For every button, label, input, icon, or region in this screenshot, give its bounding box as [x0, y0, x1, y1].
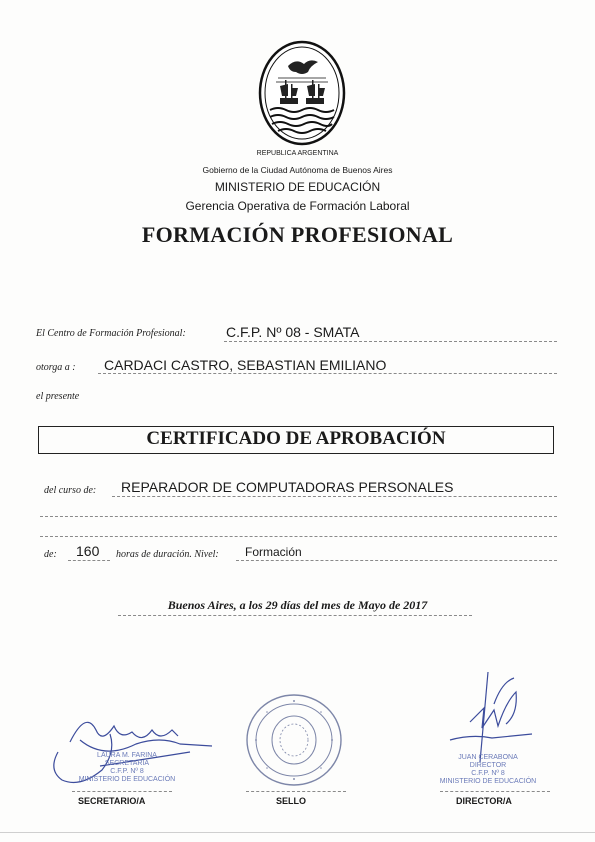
director-stamp-name: JUAN CERABONA: [458, 754, 518, 761]
hours-value: 160: [76, 543, 100, 559]
director-stamp-role: DIRECTOR: [469, 762, 507, 769]
country-name: REPUBLICA ARGENTINA: [256, 150, 339, 157]
course-extra-line-1: [40, 516, 557, 517]
recipient-underline: [98, 373, 557, 374]
director-stamp-school: C.F.P. Nº 8: [471, 770, 505, 777]
director-stamp: [430, 754, 546, 786]
government-name: Gobierno de la Ciudad Autónoma de Buenos Aires: [202, 165, 393, 175]
center-underline: [224, 341, 557, 342]
secretary-stamp-name: LAURA M. FARINA: [97, 752, 157, 759]
official-seal-stamp: [244, 692, 344, 788]
level-value: Formación: [245, 545, 302, 559]
grants-label: otorga a :: [36, 362, 76, 373]
hours-label: horas de duración. Nivel:: [116, 549, 219, 560]
recipient-name: CARDACI CASTRO, SEBASTIAN EMILIANO: [104, 357, 387, 373]
director-caption: DIRECTOR/A: [456, 796, 512, 806]
certificate-title: CERTIFICADO DE APROBACIÓN: [146, 428, 446, 449]
place-date: Buenos Aires, a los 29 días del mes de Mayo de 2017: [167, 598, 428, 612]
secretary-stamp-ministry: MINISTERIO DE EDUCACIÓN: [78, 776, 176, 783]
ministry-name: MINISTERIO DE EDUCACIÓN: [214, 180, 381, 194]
present-label: el presente: [36, 391, 80, 402]
course-name: REPARADOR DE COMPUTADORAS PERSONALES: [121, 479, 454, 495]
page-edge: [0, 832, 595, 833]
director-stamp-ministry: MINISTERIO DE EDUCACIÓN: [439, 778, 537, 785]
course-label: del curso de:: [44, 485, 97, 496]
secretary-line: [72, 791, 172, 792]
seal-caption: SELLO: [276, 796, 307, 806]
course-extra-line-2: [40, 536, 557, 537]
center-value: C.F.P. Nº 08 - SMATA: [226, 324, 360, 340]
city-coat-of-arms: [258, 40, 346, 146]
center-label: El Centro de Formación Profesional:: [36, 328, 186, 339]
place-date-underline: [118, 615, 472, 616]
secretary-stamp-school: C.F.P. Nº 8: [110, 768, 144, 775]
level-underline: [236, 560, 557, 561]
page-title: FORMACIÓN PROFESIONAL: [141, 222, 454, 247]
course-underline: [112, 496, 557, 497]
director-line: [440, 791, 550, 792]
secretary-caption: SECRETARIO/A: [78, 796, 146, 806]
secretary-stamp: [52, 752, 202, 784]
department-name: Gerencia Operativa de Formación Laboral: [185, 199, 410, 213]
hours-prefix-label: de:: [44, 549, 57, 560]
seal-line: [246, 791, 346, 792]
hours-underline: [68, 560, 110, 561]
secretary-stamp-role: SECRETARIA: [104, 760, 150, 767]
